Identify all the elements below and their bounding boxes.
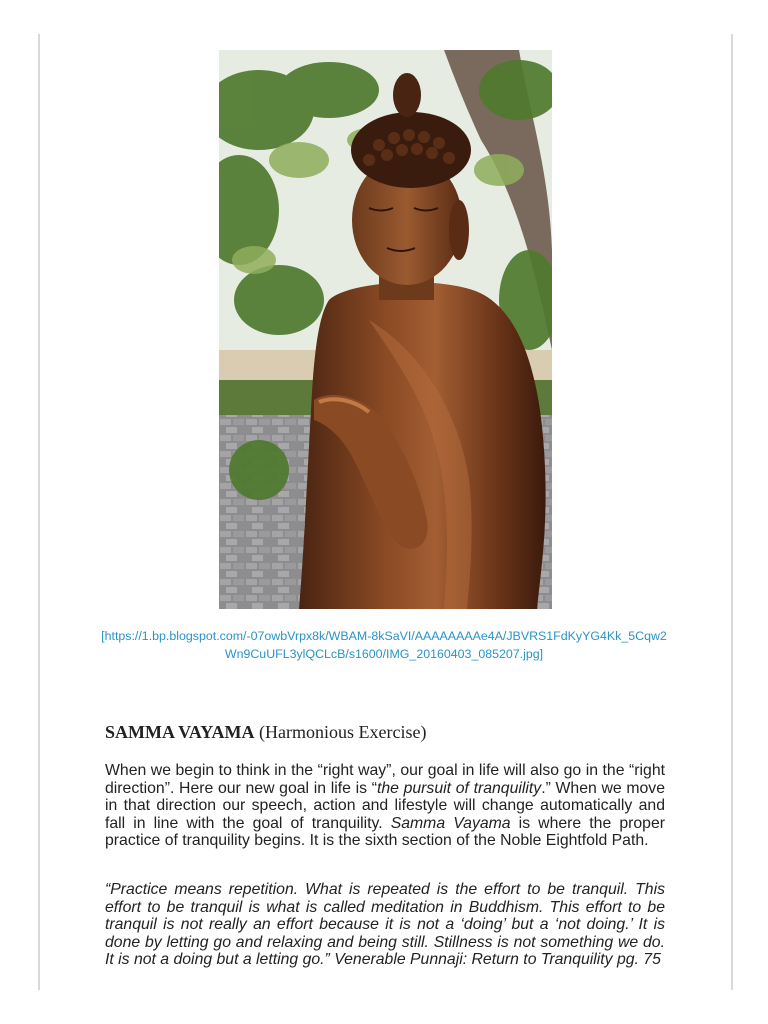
paragraph1-italic-1: the pursuit of tranquility — [376, 779, 542, 797]
paragraph1-text-1: When we begin to think in the “right way”, our goal in life will also go in the “right direction”. Here our new goal in life is “ — [105, 762, 665, 797]
paragraph1-text-3: is where the proper practice of tranquility begins. It is the sixth section of the Noble Eightfold Path. — [105, 814, 665, 850]
image-source-link[interactable] — [100, 628, 668, 663]
quote-paragraph: “Practice means repetition. What is repeated is the effort to be tranquil. This effort to be tranquil is what is called meditation in Buddhism. This effort to be tranquil is not really an effort because it is not a ‘doing’ but a ‘not doing.’ It is done by letting go and relaxing and being still. Stillness is not something we do. It is not a doing but a letting go.” Venerable Punnaji: Return to Tranquility pg. 75 — [105, 881, 665, 969]
body-paragraph-1 — [105, 762, 665, 850]
page-border-left — [38, 34, 40, 990]
paragraph1-text-2: .” When we move in that direction our speech, action and lifestyle will change automatically and fall in line with the goal of tranquility. — [105, 779, 665, 832]
section-heading-subtitle: (Harmonious Exercise) — [254, 722, 427, 742]
buddha-statue-photo — [219, 50, 552, 609]
section-heading — [105, 722, 426, 743]
paragraph1-italic-2: Samma Vayama — [390, 814, 511, 832]
section-heading-title: SAMMA VAYAMA — [105, 722, 255, 742]
page-border-right — [731, 34, 733, 990]
image-source-link-text[interactable]: [https://1.bp.blogspot.com/-07owbVrpx8k/WBAM-8kSaVI/AAAAAAAAe4A/JBVRS1FdKyYG4Kk_5Cqw2Wn9CuUFL3ylQCLcB/s1600/IMG_20160403_085207.jpg] — [101, 629, 667, 661]
